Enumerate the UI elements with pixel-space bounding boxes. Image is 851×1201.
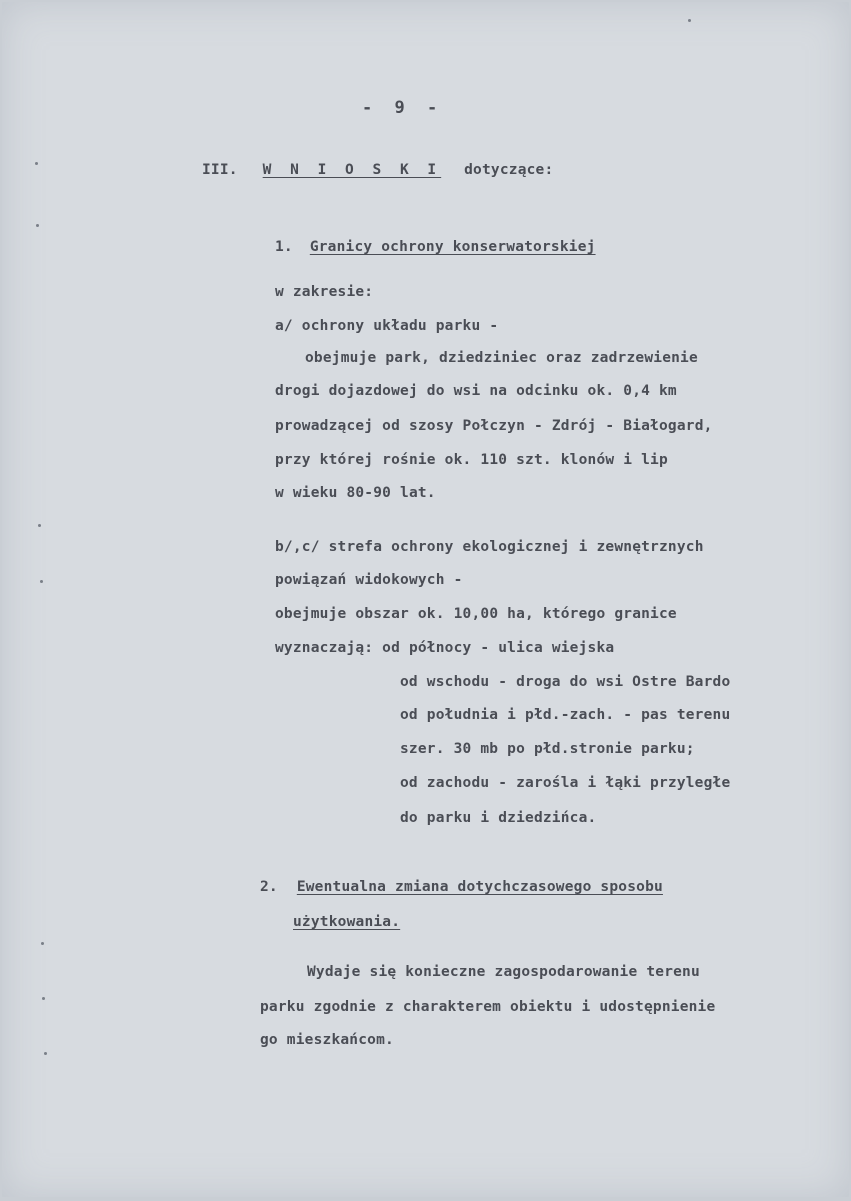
subsection-1-title: Granicy ochrony konserwatorskiej: [309, 239, 596, 255]
text-line: drogi dojazdowej do wsi na odcinku ok. 0,4 km: [275, 383, 677, 399]
text-line: a/ ochrony układu parku -: [275, 318, 499, 334]
paper-speck: [35, 162, 38, 165]
heading-title: W N I O S K I: [262, 162, 442, 178]
page-number: - 9 -: [362, 98, 444, 118]
subsection-2-number: 2.: [260, 879, 278, 895]
subsection-2-title-line-2: użytkowania.: [293, 914, 401, 930]
text-line: w wieku 80-90 lat.: [275, 485, 436, 501]
text-line: b/,c/ strefa ochrony ekologicznej i zewnętrznych: [275, 539, 704, 555]
text-line: od wschodu - droga do wsi Ostre Bardo: [400, 674, 731, 690]
text-line: do parku i dziedzińca.: [400, 810, 597, 826]
text-line: Wydaje się konieczne zagospodarowanie terenu: [307, 964, 700, 980]
paper-speck: [36, 224, 39, 227]
paper-speck: [688, 19, 691, 22]
paper-speck: [40, 580, 43, 583]
text-line: przy której rośnie ok. 110 szt. klonów i lip: [275, 452, 668, 468]
text-line: go mieszkańcom.: [260, 1032, 394, 1048]
subsection-2-title-line-1: Ewentualna zmiana dotychczasowego sposobu: [296, 879, 663, 895]
subsection-1-number: 1.: [275, 239, 293, 255]
text-line: prowadzącej od szosy Połczyn - Zdrój - Białogard,: [275, 418, 713, 434]
paper-speck: [41, 942, 44, 945]
paper-speck: [42, 997, 45, 1000]
paper-speck: [38, 524, 41, 527]
text-line: obejmuje obszar ok. 10,00 ha, którego granice: [275, 606, 677, 622]
subsection-2-heading: [260, 879, 663, 895]
text-line: parku zgodnie z charakterem obiektu i udostępnienie: [260, 999, 716, 1015]
section-heading: [202, 162, 553, 178]
paper-speck: [44, 1052, 47, 1055]
text-line: w zakresie:: [275, 284, 374, 300]
subsection-1-heading: [275, 239, 596, 255]
heading-roman-numeral: III.: [202, 162, 238, 178]
text-line: obejmuje park, dziedziniec oraz zadrzewienie: [305, 350, 698, 366]
heading-rest: dotyczące:: [464, 162, 554, 178]
text-line: wyznaczają: od północy - ulica wiejska: [275, 640, 615, 656]
text-line: od zachodu - zarośla i łąki przyległe: [400, 775, 731, 791]
text-line: szer. 30 mb po płd.stronie parku;: [400, 741, 695, 757]
document-page: [2, 2, 849, 1197]
text-line: powiązań widokowych -: [275, 572, 463, 588]
text-line: od południa i płd.-zach. - pas terenu: [400, 707, 731, 723]
